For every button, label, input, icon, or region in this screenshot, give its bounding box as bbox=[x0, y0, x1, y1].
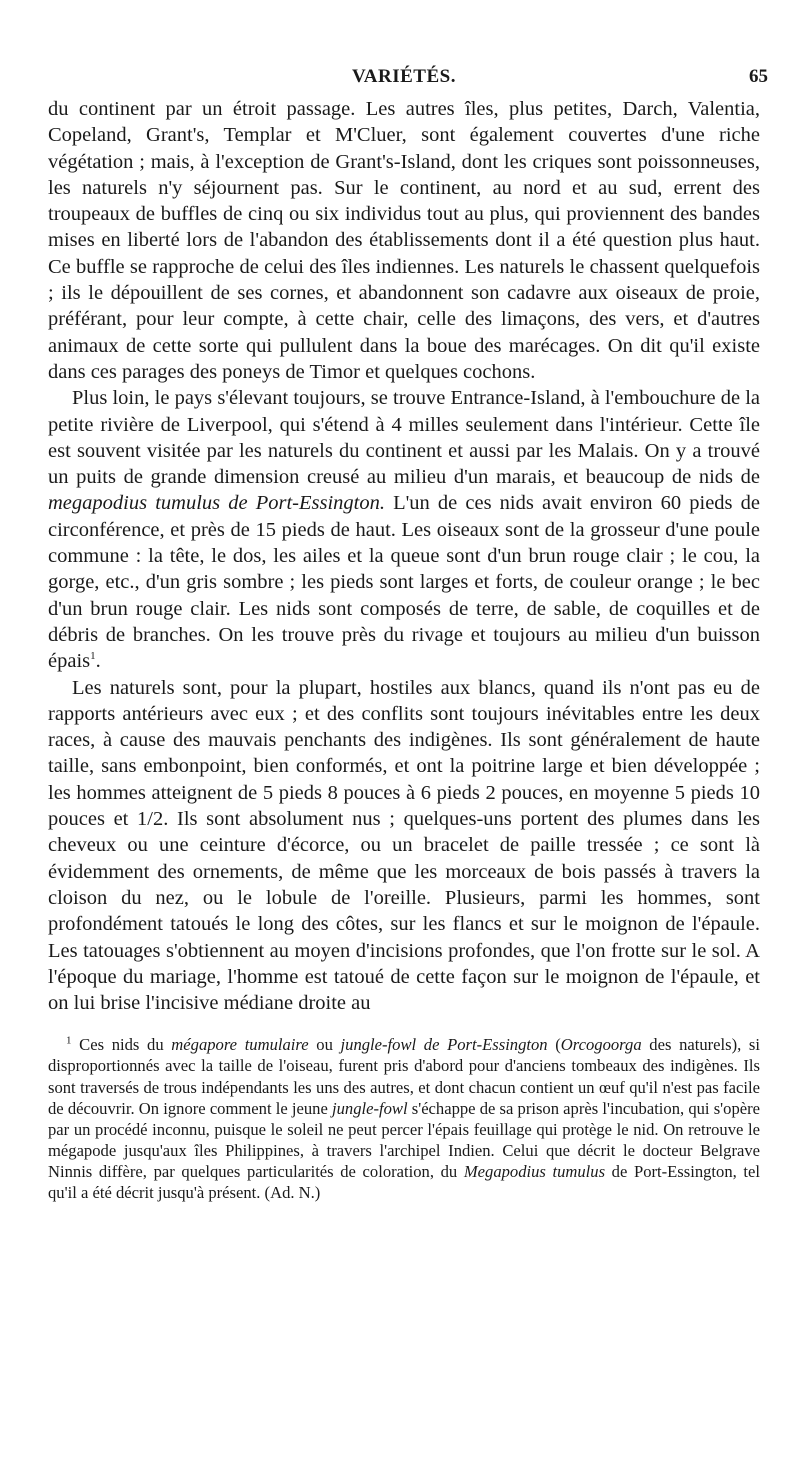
footnote-segment: ( bbox=[547, 1035, 561, 1055]
footnote-segment: des naturels), si disproportionnés avec la taille de l'oiseau, furent pris d'abord pour d'anciens tombeaux des indigènes. Ils sont traversés de trous indépendants les uns des autres, et dont chacun contient un œuf qu'il n'est pas facile de découvrir. On ignore comment le jeune bbox=[48, 1035, 760, 1118]
page-number: 65 bbox=[749, 66, 768, 87]
footnote-italic: Orcogoorga bbox=[560, 1035, 642, 1055]
paragraph-continued bbox=[48, 96, 760, 385]
paragraph-entrance-island bbox=[48, 385, 760, 674]
footnote-italic: mégapore tumulaire bbox=[171, 1035, 309, 1055]
paragraph-text: . bbox=[95, 650, 101, 673]
footnote bbox=[48, 1034, 760, 1203]
footnote-segment: ou bbox=[308, 1035, 341, 1055]
book-page bbox=[48, 66, 768, 1203]
body-text bbox=[48, 96, 760, 1016]
footnote-marker: 1 bbox=[66, 1034, 72, 1047]
footnote-italic: jungle-fowl de Port-Essington bbox=[340, 1035, 548, 1055]
running-title: VARIÉTÉS. bbox=[352, 66, 456, 87]
footnote-segment: de Port-Essington, tel qu'il a été décrit jusqu'à présent. (Ad. N.) bbox=[48, 1161, 760, 1203]
paragraph-text: Plus loin, le pays s'élevant toujours, se trouve Entrance-Island, à l'embouchure de la petite rivière de Liverpool, qui s'étend à 4 milles seulement dans l'intérieur. Cette île est souvent visitée par les naturels du continent et aussi par les Malais. On y a trouvé un puits de grande dimension creusé au milieu d'un marais, et beaucoup de nids de bbox=[48, 387, 760, 489]
footnote-segment: Ces nids du bbox=[71, 1035, 172, 1055]
paragraph-text: Les naturels sont, pour la plupart, hostiles aux blancs, quand ils n'ont pas eu de rapports antérieurs avec eux ; et des conflits sont toujours inévitables entre les deux races, à cause des mauvais penchants des indigènes. Ils sont généralement de haute taille, sans embonpoint, bien conformés, et ont la poitrine large et bien développée ; les hommes atteignent de 5 pieds 8 pouces à 6 pieds 2 pouces, en moyenne 5 pieds 10 pouces et 1/2. Ils sont absolument nus ; quelques-uns portent des plumes dans les cheveux ou une ceinture d'écorce, ou un bracelet de paille tressée ; ce sont là évidemment des ornements, de même que les morceaux de bois passés à travers la cloison du nez, ou le lobule de l'oreille. Plusieurs, parmi les hommes, sont profondément tatoués le long des côtes, sur les flancs et sur le moignon de l'épaule. Les tatouages s'obtiennent au moyen d'incisions profondes, que l'on frotte sur le sol. A l'époque du mariage, l'homme est tatoué de cette façon sur le moignon de l'épaule, et on lui brise l'incisive médiane droite au bbox=[48, 676, 760, 1015]
running-head bbox=[48, 66, 768, 96]
species-name-italic: megapodius tumulus de Port-Essington. bbox=[48, 492, 385, 515]
footnote-segment: s'échappe de sa prison après l'incubation, qui s'opère par un procédé inconnu, puisque le soleil ne peut percer l'épais feuillage qui protège le nid. On retrouve le mégapode jusqu'aux îles Philippines, à travers l'archipel Indien. Celui que décrit le docteur Belgrave Ninnis diffère, par quelques particularités de coloration, du bbox=[48, 1098, 760, 1181]
footnote-italic: Megapodius tumulus bbox=[463, 1161, 606, 1181]
paragraph-text: du continent par un étroit passage. Les autres îles, plus petites, Darch, Valentia, Copeland, Grant's, Templar et M'Cluer, sont également couvertes d'une riche végétation ; mais, à l'exception de Grant's-Island, dont les criques sont poissonneuses, les naturels n'y séjournent pas. Sur le continent, au nord et au sud, errent des troupeaux de buffles de cinq ou six individus tout au plus, qui proviennent des bandes mises en liberté lors de l'abandon des établissements dont il a été question plus haut. Ce buffle se rapproche de celui des îles indiennes. Les naturels le chassent quelquefois ; ils le dépouillent de ses cornes, et abandonnent son cadavre aux oiseaux de proie, préférant, pour leur compte, à cette chair, celle des limaçons, des vers, et d'autres animaux de cette sorte qui pullulent dans la boue des marécages. On dit qu'il existe dans ces parages des poneys de Timor et quelques cochons. bbox=[48, 98, 760, 383]
footnote-reference: 1 bbox=[90, 650, 96, 663]
paragraph-natives bbox=[48, 675, 760, 1017]
paragraph-text: L'un de ces nids avait environ 60 pieds de circonférence, et près de 15 pieds de haut. Les oiseaux sont de la grosseur d'une poule commune : la tête, le dos, les ailes et la queue sont d'un brun rouge clair ; le cou, la gorge, etc., d'un gris sombre ; les pieds sont larges et forts, de couleur orange ; le bec d'un brun rouge clair. Les nids sont composés de terre, de sable, de coquilles et de débris de branches. On les trouve près du rivage et toujours au milieu d'un buisson épais bbox=[48, 492, 760, 673]
footnote-text bbox=[48, 1034, 760, 1203]
footnote-italic: jungle-fowl bbox=[331, 1098, 408, 1118]
